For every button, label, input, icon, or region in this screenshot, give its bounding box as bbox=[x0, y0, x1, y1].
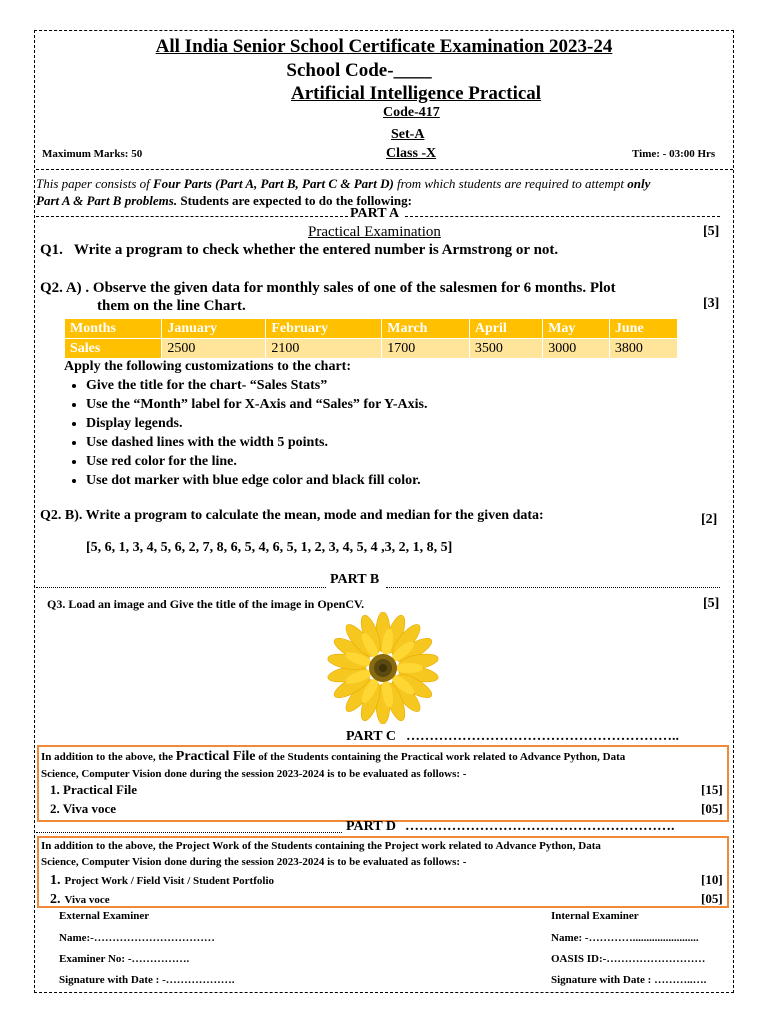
q2a-text-line-2: them on the line Chart. bbox=[97, 298, 246, 314]
part-d-rule-left bbox=[36, 832, 342, 833]
list-item: • Use the “Month” label for X-Axis and “Sales” for Y-Axis. bbox=[86, 395, 427, 414]
viva-voce-label: Viva voce bbox=[64, 894, 110, 906]
part-d-text-line-2: Science, Computer Vision done during the session 2023-2024 is to be evaluated as follows: - bbox=[41, 856, 467, 868]
practical-file-item: 1. Practical File bbox=[50, 782, 137, 797]
viva-voce-d-item bbox=[50, 890, 110, 908]
sales-table-row bbox=[65, 339, 678, 359]
part-c-text-line-2: Science, Computer Vision done during the session 2023-2024 is to be evaluated as follows: - bbox=[41, 768, 467, 780]
internal-name-field: Name: -…………........................ bbox=[551, 932, 699, 944]
time-label: Time: - 03:00 Hrs bbox=[632, 148, 716, 160]
external-name-field: Name:-…………………………… bbox=[59, 932, 215, 944]
viva-voce-marks: [05] bbox=[701, 801, 723, 816]
part-c-label: PART C bbox=[346, 729, 396, 744]
part-c-text-2: of the Students containing the Practical work related to Advance Python, Data bbox=[255, 751, 626, 763]
list-item: • Display legends. bbox=[86, 414, 427, 433]
max-marks: Maximum Marks: 50 bbox=[42, 148, 143, 160]
table-header-cell: June bbox=[609, 319, 677, 339]
subject-title: Artificial Intelligence Practical bbox=[291, 83, 542, 104]
intro-parts-ab: Part A & Part B problems. bbox=[36, 193, 178, 208]
practical-exam-subtitle: Practical Examination bbox=[308, 224, 441, 240]
q3-marks: [5] bbox=[703, 596, 720, 611]
q1-text: Q1. Write a program to check whether the entered number is Armstrong or not. bbox=[40, 242, 559, 258]
school-code: School Code-____ bbox=[286, 60, 432, 81]
sunflower-image bbox=[327, 612, 439, 724]
examiner-number-field: Examiner No: -……………. bbox=[59, 953, 190, 965]
intro-text-2: from which students are required to attempt bbox=[393, 176, 628, 191]
internal-signature-field: Signature with Date : ………..…. bbox=[551, 974, 707, 986]
part-c-text: In addition to the above, the bbox=[41, 751, 176, 763]
sales-table-header-row bbox=[65, 319, 678, 339]
part-a-rule-right bbox=[405, 216, 720, 217]
item-number: 1. bbox=[50, 873, 61, 888]
table-cell: 1700 bbox=[382, 339, 470, 359]
intro-parts: Four Parts (Part A, Part B, Part C & Part D) bbox=[153, 176, 394, 191]
list-item: • Give the title for the chart- “Sales Stats” bbox=[86, 376, 427, 395]
part-d-label: PART D bbox=[346, 819, 396, 834]
table-header-cell: January bbox=[162, 319, 266, 339]
exam-title: All India Senior School Certificate Examination 2023-24 bbox=[155, 36, 613, 57]
intro-text: This paper consists of bbox=[36, 176, 154, 191]
part-b-rule-left bbox=[36, 587, 326, 588]
project-work-label: Project Work / Field Visit / Student Portfolio bbox=[64, 875, 274, 887]
list-item: • Use dot marker with blue edge color and black fill color. bbox=[86, 471, 427, 490]
q2b-text: Q2. B). Write a program to calculate the mean, mode and median for the given data: bbox=[40, 508, 544, 523]
q3-text: Q3. Load an image and Give the title of the image in OpenCV. bbox=[47, 597, 365, 611]
part-d-dots: …………………………………………………. bbox=[405, 819, 675, 834]
internal-examiner-label: Internal Examiner bbox=[551, 910, 639, 922]
q2b-marks: [2] bbox=[701, 512, 718, 527]
project-work-marks: [10] bbox=[701, 872, 723, 887]
practical-file-term: Practical File bbox=[175, 749, 256, 764]
external-examiner-label: External Examiner bbox=[59, 910, 150, 922]
subject-code: Code-417 bbox=[383, 105, 440, 120]
table-header-cell: May bbox=[543, 319, 610, 339]
part-a-rule-left bbox=[36, 216, 348, 217]
intro-only: only bbox=[627, 176, 651, 191]
list-item: • Use red color for the line. bbox=[86, 452, 427, 471]
q1-marks: [5] bbox=[703, 224, 720, 239]
table-header-cell: February bbox=[266, 319, 382, 339]
table-cell: 2500 bbox=[162, 339, 266, 359]
viva-voce-item: 2. Viva voce bbox=[50, 801, 117, 816]
customization-intro: Apply the following customizations to the chart: bbox=[64, 359, 351, 374]
part-a-label: PART A bbox=[350, 206, 400, 221]
item-number: 2. bbox=[50, 892, 61, 907]
sales-table bbox=[64, 318, 678, 359]
table-cell: 3500 bbox=[469, 339, 542, 359]
part-b-rule-right bbox=[386, 587, 720, 588]
table-row-label: Sales bbox=[65, 339, 162, 359]
external-signature-field: Signature with Date : -………………. bbox=[59, 974, 235, 986]
q2b-data: [5, 6, 1, 3, 4, 5, 6, 2, 7, 8, 6, 5, 4, 6, 5, 1, 2, 3, 4, 5, 4 ,3, 2, 1, 8, 5] bbox=[86, 540, 453, 555]
header-divider bbox=[36, 169, 733, 170]
project-work-item bbox=[50, 871, 274, 889]
oasis-id-field: OASIS ID:-……………………… bbox=[551, 953, 706, 965]
customization-list bbox=[64, 376, 427, 490]
part-d-text-line-1: In addition to the above, the Project Work of the Students containing the Project work related to Advance Python, Data bbox=[41, 840, 601, 852]
q2a-text-line-1: Q2. A) . Observe the given data for monthly sales of one of the salesmen for 6 months. Plot bbox=[40, 280, 616, 296]
table-header-cell: Months bbox=[65, 319, 162, 339]
part-c-text-line-1 bbox=[41, 749, 625, 765]
q2a-marks: [3] bbox=[703, 296, 720, 311]
intro-instruction: Students are expected to do the following: bbox=[177, 193, 412, 208]
intro-line-1 bbox=[36, 176, 650, 192]
part-c-dots: ………………………………………………….. bbox=[406, 729, 679, 744]
table-header-cell: April bbox=[469, 319, 542, 339]
class-label: Class -X bbox=[386, 146, 437, 161]
table-cell: 3800 bbox=[609, 339, 677, 359]
list-item: • Use dashed lines with the width 5 points. bbox=[86, 433, 427, 452]
table-cell: 2100 bbox=[266, 339, 382, 359]
practical-file-marks: [15] bbox=[701, 782, 723, 797]
set-label: Set-A bbox=[391, 127, 425, 142]
viva-voce-d-marks: [05] bbox=[701, 891, 723, 906]
table-header-cell: March bbox=[382, 319, 470, 339]
part-b-label: PART B bbox=[330, 572, 380, 587]
table-cell: 3000 bbox=[543, 339, 610, 359]
